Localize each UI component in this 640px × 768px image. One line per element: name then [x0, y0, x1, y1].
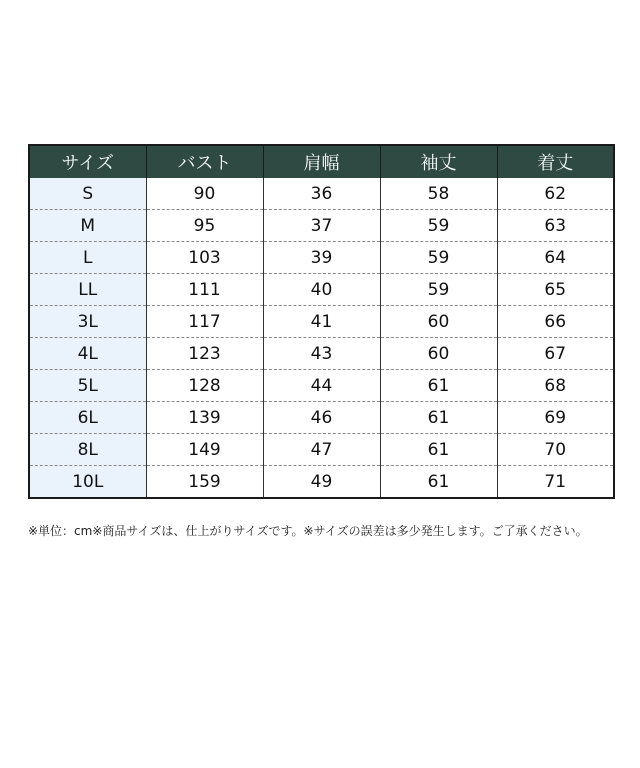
header-shoulder-width: 肩幅 — [263, 145, 380, 178]
sleeve-length-cell: 61 — [380, 402, 497, 434]
body-length-cell: 65 — [497, 274, 614, 306]
body-length-cell: 67 — [497, 338, 614, 370]
body-length-cell: 69 — [497, 402, 614, 434]
body-length-cell: 64 — [497, 242, 614, 274]
sleeve-length-cell: 61 — [380, 370, 497, 402]
shoulder-width-cell: 47 — [263, 434, 380, 466]
table-row — [29, 402, 614, 434]
table-body — [29, 178, 614, 498]
table-row — [29, 466, 614, 499]
bust-cell: 117 — [146, 306, 263, 338]
shoulder-width-cell: 43 — [263, 338, 380, 370]
body-length-cell: 62 — [497, 178, 614, 210]
body-length-cell: 63 — [497, 210, 614, 242]
body-length-cell: 70 — [497, 434, 614, 466]
table-row — [29, 370, 614, 402]
sleeve-length-cell: 61 — [380, 434, 497, 466]
size-cell: S — [29, 178, 146, 210]
header-bust: バスト — [146, 145, 263, 178]
size-cell: 6L — [29, 402, 146, 434]
table-row — [29, 178, 614, 210]
body-length-cell: 66 — [497, 306, 614, 338]
table-header-row — [29, 145, 614, 178]
shoulder-width-cell: 49 — [263, 466, 380, 499]
header-body-length: 着丈 — [497, 145, 614, 178]
sleeve-length-cell: 60 — [380, 306, 497, 338]
shoulder-width-cell: 39 — [263, 242, 380, 274]
shoulder-width-cell: 36 — [263, 178, 380, 210]
header-size: サイズ — [29, 145, 146, 178]
size-cell: LL — [29, 274, 146, 306]
size-cell: 5L — [29, 370, 146, 402]
size-cell: 3L — [29, 306, 146, 338]
shoulder-width-cell: 41 — [263, 306, 380, 338]
size-cell: 4L — [29, 338, 146, 370]
header-sleeve-length: 袖丈 — [380, 145, 497, 178]
sleeve-length-cell: 60 — [380, 338, 497, 370]
bust-cell: 90 — [146, 178, 263, 210]
sleeve-length-cell: 59 — [380, 242, 497, 274]
shoulder-width-cell: 40 — [263, 274, 380, 306]
size-note: ※単位：cm※商品サイズは、仕上がりサイズです。※サイズの誤差は多少発生します。ご了承ください。 — [28, 524, 588, 538]
size-cell: M — [29, 210, 146, 242]
table-row — [29, 242, 614, 274]
sleeve-length-cell: 59 — [380, 274, 497, 306]
bust-cell: 149 — [146, 434, 263, 466]
bust-cell: 139 — [146, 402, 263, 434]
size-cell: L — [29, 242, 146, 274]
table-row — [29, 274, 614, 306]
table-row — [29, 210, 614, 242]
bust-cell: 111 — [146, 274, 263, 306]
body-length-cell: 71 — [497, 466, 614, 499]
bust-cell: 123 — [146, 338, 263, 370]
shoulder-width-cell: 44 — [263, 370, 380, 402]
sleeve-length-cell: 61 — [380, 466, 497, 499]
size-cell: 8L — [29, 434, 146, 466]
sleeve-length-cell: 59 — [380, 210, 497, 242]
sleeve-length-cell: 58 — [380, 178, 497, 210]
table-row — [29, 434, 614, 466]
table-row — [29, 306, 614, 338]
bust-cell: 103 — [146, 242, 263, 274]
bust-cell: 128 — [146, 370, 263, 402]
shoulder-width-cell: 37 — [263, 210, 380, 242]
table-row — [29, 338, 614, 370]
shoulder-width-cell: 46 — [263, 402, 380, 434]
bust-cell: 95 — [146, 210, 263, 242]
bust-cell: 159 — [146, 466, 263, 499]
body-length-cell: 68 — [497, 370, 614, 402]
size-cell: 10L — [29, 466, 146, 499]
size-chart-table — [28, 144, 615, 499]
